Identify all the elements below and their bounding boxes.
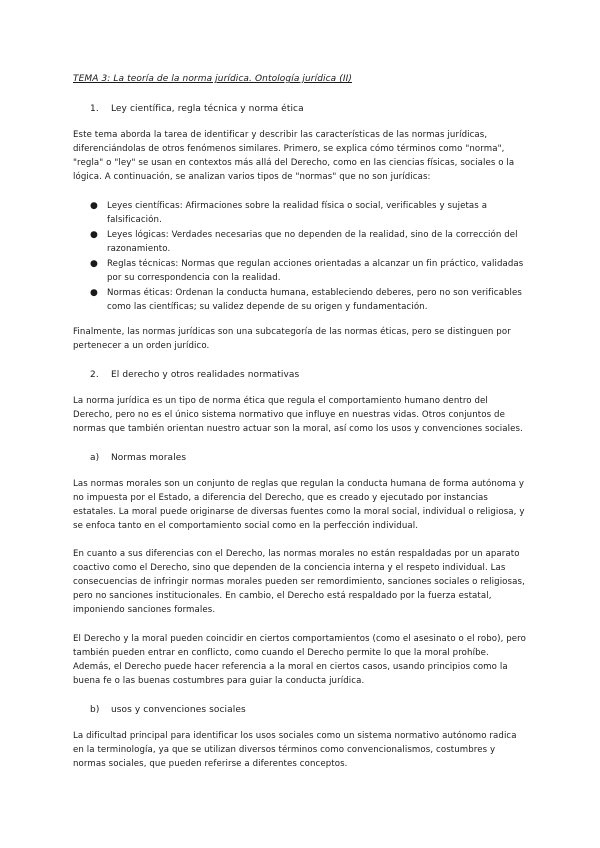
bullet-icon: ● — [90, 288, 98, 298]
section-heading-a — [90, 451, 186, 465]
paragraph-normas-morales-2: En cuanto a sus diferencias con el Derecho, las normas morales no están respaldadas por un aparato coactivo como el Derecho, sino que dependen de la conciencia interna y el respeto individual. Las consecuencias de infringir normas morales pueden ser remordimiento, sanciones sociales o religiosas, pero no sanciones institucionales. En cambio, el Derecho está respaldado por la fuerza estatal, imponiendo sanciones formales. — [73, 549, 525, 615]
section-number: 1. — [90, 104, 99, 114]
paragraph-usos-sociales: La dificultad principal para identificar los usos sociales como un sistema normativo autónomo radica en la terminología, ya que se utilizan diversos términos como convencionalismos, costumbres y normas sociales, que pueden referirse a diferentes conceptos. — [73, 731, 517, 769]
section-number: b) — [90, 705, 100, 715]
bullet-icon: ● — [90, 201, 98, 211]
section-heading-2 — [90, 368, 299, 382]
bullet-icon: ● — [90, 259, 98, 269]
list-item-text: Normas éticas: Ordenan la conducta humana, estableciendo deberes, pero no son verificables como las científicas; su validez depende de su origen y fundamentación. — [107, 288, 522, 312]
section-heading-b — [90, 703, 246, 717]
section-number: a) — [90, 453, 100, 463]
section-heading-1 — [90, 102, 304, 116]
document-title: TEMA 3: La teoría de la norma jurídica. Ontología jurídica (II) — [73, 74, 352, 84]
paragraph-intro: Este tema aborda la tarea de identificar y describir las características de las normas jurídicas, diferenciándolas de otros fenómenos similares. Primero, se explica cómo términos como "norma", "regla" o "ley" se usan en contextos más allá del Derecho, como en las ciencias físicas, sociales o la lógica. A continuación, se analizan varios tipos de "normas" que no son jurídicas: — [73, 130, 515, 182]
list-item-text: Leyes científicas: Afirmaciones sobre la realidad física o social, verificables y sujetas a falsificación. — [107, 201, 488, 225]
paragraph-normas-morales-3: El Derecho y la moral pueden coincidir en ciertos comportamientos (como el asesinato o el robo), pero también pueden entrar en conflicto, como cuando el Derecho permite lo que la moral prohíbe. Además, el Derecho puede hacer referencia a la moral en ciertos casos, usando principios como la buena fe o las buenas costumbres para guiar la conducta jurídica. — [73, 634, 526, 686]
section-heading-text: usos y convenciones sociales — [110, 705, 246, 715]
list-item — [90, 228, 530, 256]
section-heading-text: Normas morales — [110, 453, 187, 463]
list-item — [90, 286, 530, 314]
section-heading-text: Ley científica, regla técnica y norma ética — [110, 104, 304, 114]
list-item — [90, 199, 530, 227]
section-number: 2. — [90, 370, 99, 380]
list-item-text: Reglas técnicas: Normas que regulan acciones orientadas a alcanzar un fin práctico, validadas por su correspondencia con la realidad. — [107, 259, 524, 283]
bullet-icon: ● — [90, 230, 98, 240]
section-heading-text: El derecho y otros realidades normativas — [110, 370, 300, 380]
list-item — [90, 257, 530, 285]
paragraph-derecho: La norma jurídica es un tipo de norma ética que regula el comportamiento humano dentro del Derecho, pero no es el único sistema normativo que influye en nuestras vidas. Otros conjuntos de normas que también orientan nuestro actuar son la moral, así como los usos y convenciones sociales. — [73, 396, 523, 434]
paragraph-normas-morales-1: Las normas morales son un conjunto de reglas que regulan la conducta humana de forma autónoma y no impuesta por el Estado, a diferencia del Derecho, que es creado y ejecutado por instancias estatales. La moral puede originarse de diversas fuentes como la moral social, individual o religiosa, y se enfoca tanto en el comportamiento social como en la perfección individual. — [73, 479, 525, 531]
paragraph-conclusion: Finalmente, las normas jurídicas son una subcategoría de las normas éticas, pero se distinguen por pertenecer a un orden jurídico. — [73, 327, 511, 351]
bullet-list — [90, 199, 530, 315]
list-item-text: Leyes lógicas: Verdades necesarias que no dependen de la realidad, sino de la corrección del razonamiento. — [107, 230, 518, 254]
